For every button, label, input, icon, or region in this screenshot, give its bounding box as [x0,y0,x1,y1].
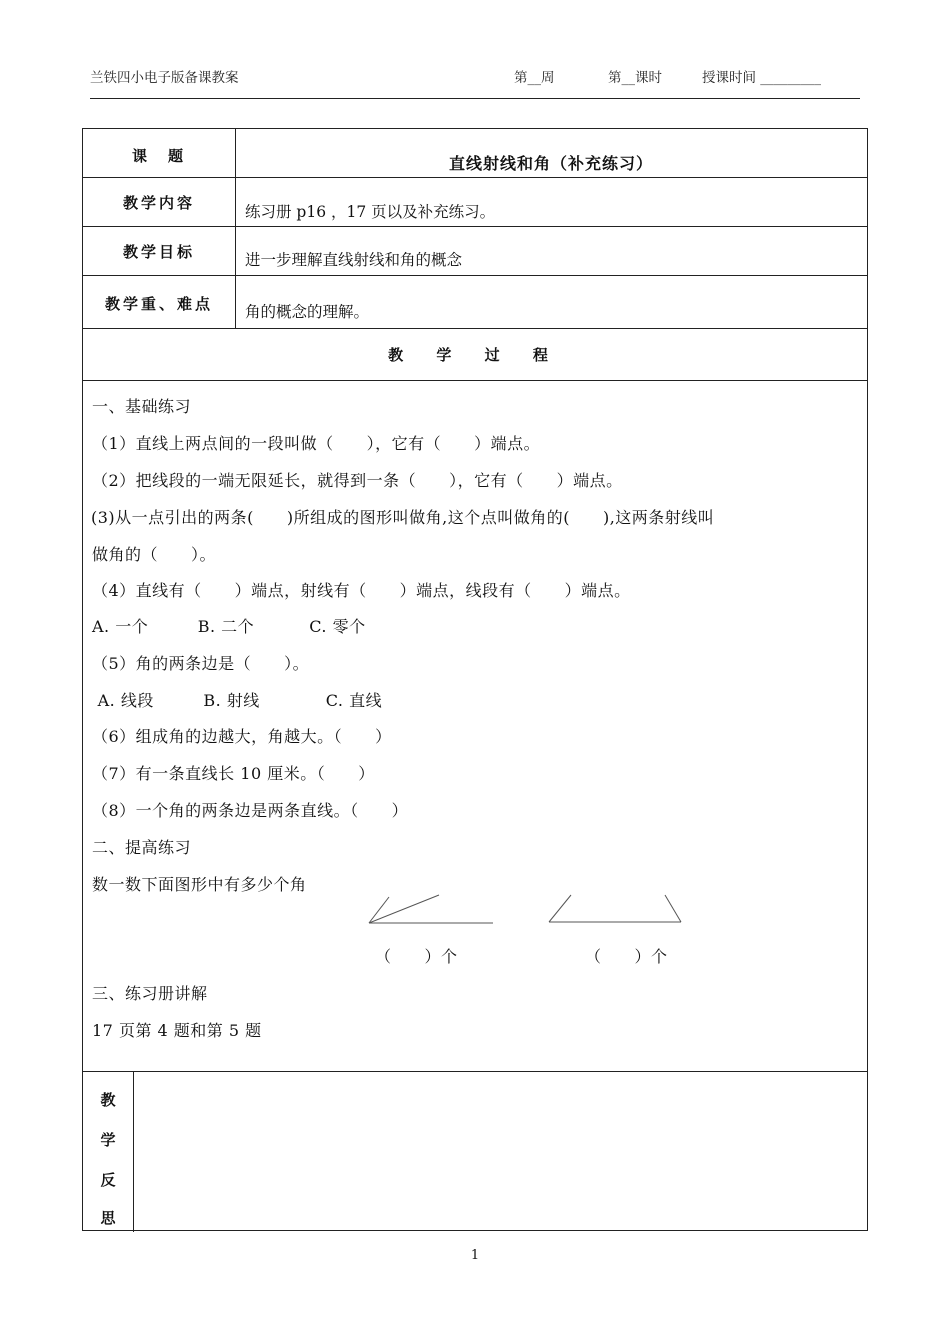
process-line: （2）把线段的一端无限延长，就得到一条（ ），它有（ ）端点。 [92,471,623,490]
process-line: （1）直线上两点间的一段叫做（ ），它有（ ）端点。 [92,434,541,453]
angle-figure-left [363,889,503,929]
process-line: 做角的（ ）。 [92,545,217,564]
angle-figure-right [541,889,691,929]
process-line: （7）有一条直线长 10 厘米。（ ） [92,764,375,783]
reflection-char: 反 [100,1171,116,1189]
answer-right: （ ）个 [585,947,668,966]
header-rule [90,98,860,99]
school-name: 兰铁四小电子版备课教案 [90,70,239,86]
lesson-field: 第__课时 [608,70,662,86]
process-line: （8）一个角的两条边是两条直线。（ ） [92,801,409,820]
content-label: 教学内容 [122,194,195,212]
reflection-divider [133,1071,134,1232]
process-line: 二、提高练习 [92,838,192,857]
process-line: A. 线段 B. 射线 C. 直线 [92,691,383,710]
row-divider [83,380,867,381]
process-line: A. 一个 B. 二个 C. 零个 [92,617,366,636]
reflection-char: 教 [100,1091,116,1109]
process-line: 数一数下面图形中有多少个角 [92,875,307,894]
week-field: 第__周 [514,70,555,86]
section3-line: 17 页第 4 题和第 5 题 [92,1021,262,1040]
lesson-table [82,128,868,1231]
time-field: 授课时间 _________ [702,70,822,86]
process-line: (3)从一点引出的两条( )所组成的图形叫做角,这个点叫做角的( ),这两条射线叫 [91,508,715,527]
reflection-char: 思 [100,1209,116,1227]
process-line: （6）组成角的边越大，角越大。（ ） [92,727,392,746]
key-value: 角的概念的理解。 [245,303,370,321]
key-label: 教学重、难点 [104,295,213,313]
answer-left: （ ）个 [375,947,458,966]
goal-label: 教学目标 [122,243,195,261]
section3-title: 三、练习册讲解 [92,984,208,1003]
page-number: 1 [470,1248,480,1263]
reflection-char: 学 [100,1131,116,1149]
row-divider [83,328,867,329]
process-line: （5）角的两条边是（ ）。 [92,654,310,673]
row-divider [83,1071,867,1072]
topic-label: 课 题 [131,147,186,165]
row-divider [83,177,867,178]
row-divider [83,275,867,276]
goal-value: 进一步理解直线射线和角的概念 [245,251,463,269]
process-line: （4）直线有（ ）端点，射线有（ ）端点，线段有（ ）端点。 [92,581,631,600]
row-divider [83,226,867,227]
topic-value: 直线射线和角（补充练习） [448,154,653,173]
process-label: 教 学 过 程 [388,346,562,364]
content-value: 练习册 p16 ，17 页以及补充练习。 [245,203,496,221]
process-line: 一、基础练习 [92,397,192,416]
